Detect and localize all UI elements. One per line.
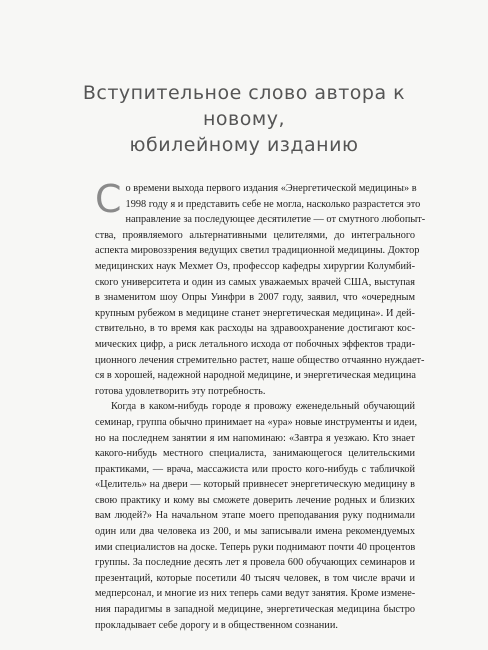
text-line: один или два человека из 200, и мы записывали имена рекомендуемых bbox=[95, 526, 415, 538]
text-line: семинар, группа обычно принимает на «ура» новые инструменты и идеи, bbox=[95, 416, 418, 428]
text-line: ния парадигмы в западной медицине, энергетическая медицина быстро bbox=[95, 604, 415, 616]
text-line: ства, проявляемого альтернативными целителями, до интегрального bbox=[95, 229, 415, 241]
text-line: презентаций, которые посетили 40 тысяч человек, в том числе врачи и bbox=[95, 572, 415, 584]
text-line: ся в хорошей, надежной народной медицине, и энергетическая медицина bbox=[95, 370, 416, 382]
drop-cap: С bbox=[95, 177, 122, 221]
text-line: ими специалистов на доске. Теперь руки поднимают почти 40 процентов bbox=[95, 541, 416, 553]
text-line: вам людей?» На начальном этапе моего преподавания руку поднимали bbox=[95, 510, 415, 522]
text-line: крупным рубежом в медицине станет энергетическая медицина». И дей- bbox=[95, 307, 415, 319]
text-line: «Целитель» на двери — который привнесет энергетическую медицину в bbox=[95, 479, 415, 491]
paragraph-2 bbox=[95, 399, 418, 633]
text-line: медперсонал, и многие из них теперь сами ведут занятия. Кроме измене- bbox=[95, 588, 416, 600]
text-line: аспекта мировоззрения ведущих светил традиционной медицины. Доктор bbox=[95, 245, 420, 257]
text-line: готова удовлетворить эту потребность. bbox=[95, 385, 266, 397]
text-line: Когда в каком-нибудь городе я провожу еженедельный обучающий bbox=[111, 401, 415, 413]
text-line: какого-нибудь местного специалиста, занимающегося целительскими bbox=[95, 448, 415, 460]
text-line: ствительно, в то время как расходы на здравоохранение достигают кос- bbox=[95, 323, 415, 335]
text-line: ционного лечения стремительно растет, наше общество отчаянно нуждает- bbox=[95, 354, 425, 366]
text-line: прокладывает себе дорогу и в общественном сознании. bbox=[95, 619, 338, 631]
text-line: направление за последующее десятилетие — от смутного любопыт- bbox=[125, 214, 426, 226]
text-line: группы. За последние десять лет я провела 600 обучающих семинаров и bbox=[95, 557, 415, 569]
text-line: но на последнем занятии я им напоминаю: «Завтра я уезжаю. Кто знает bbox=[95, 432, 415, 444]
text-line: о времени выхода первого издания «Энергетической медицины» в bbox=[125, 183, 417, 194]
text-line: в знаменитом шоу Опры Уинфри в 2007 году, заявил, что «очередным bbox=[95, 292, 415, 304]
text-line: медицинских наук Мехмет Оз, профессор кафедры хирургии Колумбий- bbox=[95, 260, 415, 272]
paragraph-1 bbox=[95, 177, 426, 399]
text-line: мических цифр, а риск летального исхода от побочных эффектов тради- bbox=[95, 338, 415, 350]
text-line: ского университета и один из самых уважаемых врачей США, выступая bbox=[95, 276, 415, 288]
chapter-title bbox=[60, 80, 428, 158]
body-text bbox=[95, 177, 426, 633]
text-line: свою практику и кому вы сможете доверить лечение родных и близких bbox=[95, 494, 415, 506]
chapter-title-line-1: Вступительное слово автора к новому, bbox=[82, 82, 406, 130]
text-line: 1998 году я и представить себе не могла, насколько разрастется это bbox=[125, 198, 421, 210]
text-line: практиками, — врача, массажиста или просто кого-нибудь с табличкой bbox=[95, 463, 415, 475]
chapter-title-line-2: юбилейному изданию bbox=[129, 134, 359, 156]
